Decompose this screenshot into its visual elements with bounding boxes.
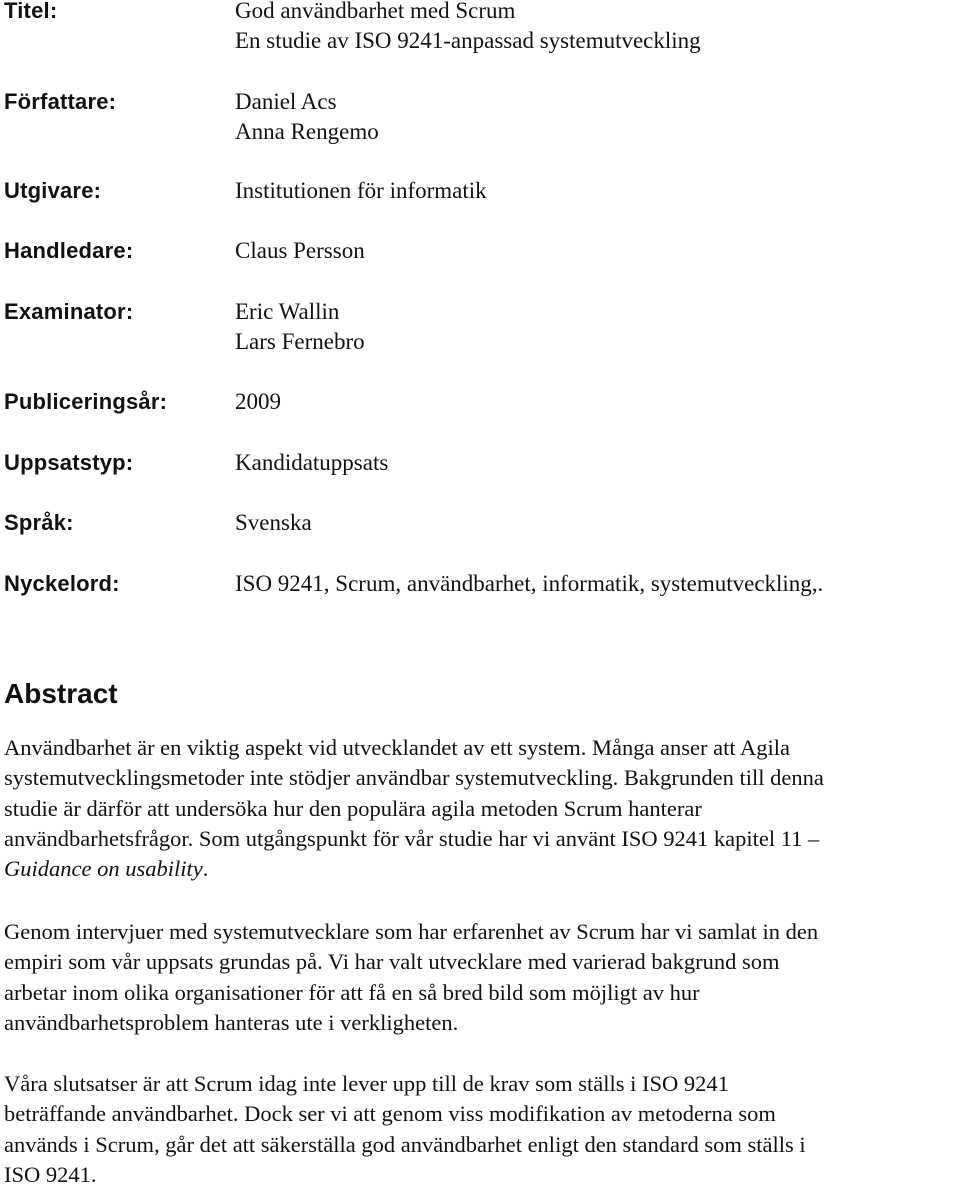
meta-keywords-label: Nyckelord: (4, 571, 120, 596)
abstract-paragraph-2 (4, 917, 954, 1038)
text-line: Användbarhet är en viktig aspekt vid utvecklandet av ett system. Många anser att Agila (4, 735, 791, 760)
meta-authors-label: Författare: (4, 89, 117, 114)
type-line: Kandidatuppsats (235, 450, 389, 475)
text-line: studie är därför att undersöka hur den populära agila metoden Scrum hanterar (4, 795, 702, 821)
keywords-line: ISO 9241, Scrum, användbarhet, informatik, systemutveckling,. (235, 571, 824, 596)
text-line: empiri som vår uppsats grundas på. Vi har valt utvecklare med varierad bakgrund som (4, 949, 780, 975)
text-line: systemutvecklingsmetoder inte stödjer användbar systemutveckling. Bakgrunden till denna (4, 765, 824, 791)
abstract-heading: Abstract (4, 678, 118, 709)
text-line: Våra slutsatser är att Scrum idag inte lever upp till de krav som ställs i ISO 9241 (4, 1071, 729, 1096)
supervisor-line: Claus Persson (235, 238, 365, 263)
meta-type-label: Uppsatstyp: (4, 450, 134, 475)
text-line: arbetar inom olika organisationer för att få en så bred bild som möjligt av hur (4, 979, 700, 1005)
meta-keywords-value (235, 569, 823, 599)
meta-supervisor-label: Handledare: (4, 238, 134, 263)
text-line: används i Scrum, går det att säkerställa god användbarhet enligt den standard som ställs i (4, 1131, 806, 1157)
abstract-paragraph-1 (4, 733, 954, 884)
italic-reference: Guidance on usability (4, 856, 203, 882)
meta-examiner-value (235, 297, 365, 357)
meta-year-label: Publiceringsår: (4, 389, 168, 414)
meta-authors-value (235, 87, 379, 147)
meta-year-value (235, 387, 281, 417)
meta-examiner-label: Examinator: (4, 299, 134, 324)
abstract-paragraph-3 (4, 1069, 954, 1190)
meta-title-value (235, 0, 701, 56)
text-line: användbarhetsproblem hanteras ute i verkligheten. (4, 1009, 459, 1035)
meta-supervisor-value (235, 236, 365, 266)
text-line: användbarhetsfrågor. Som utgångspunkt för vår studie har vi använt ISO 9241 kapitel 11 – (4, 825, 820, 851)
examiner-line: Lars Fernebro (235, 329, 365, 354)
text-line: ISO 9241. (4, 1161, 97, 1187)
language-line: Svenska (235, 510, 312, 535)
year-line: 2009 (235, 389, 281, 414)
author-line: Anna Rengemo (235, 119, 379, 144)
author-line: Daniel Acs (235, 89, 337, 114)
text-line: Genom intervjuer med systemutvecklare som har erfarenhet av Scrum har vi samlat in den (4, 919, 819, 944)
meta-publisher-label: Utgivare: (4, 178, 102, 203)
meta-language-label: Språk: (4, 510, 74, 535)
subtitle-line: En studie av ISO 9241-anpassad systemutveckling (235, 28, 701, 53)
meta-title-label: Titel: (4, 0, 58, 23)
text-line: beträffande användbarhet. Dock ser vi att genom viss modifikation av metoderna som (4, 1101, 776, 1127)
examiner-line: Eric Wallin (235, 299, 340, 324)
meta-publisher-value (235, 176, 487, 206)
publisher-line: Institutionen för informatik (235, 178, 487, 203)
text-line (4, 854, 954, 884)
sentence-end: . (202, 856, 209, 882)
meta-type-value (235, 448, 388, 478)
meta-language-value (235, 508, 312, 538)
title-line: God användbarhet med Scrum (235, 0, 516, 23)
